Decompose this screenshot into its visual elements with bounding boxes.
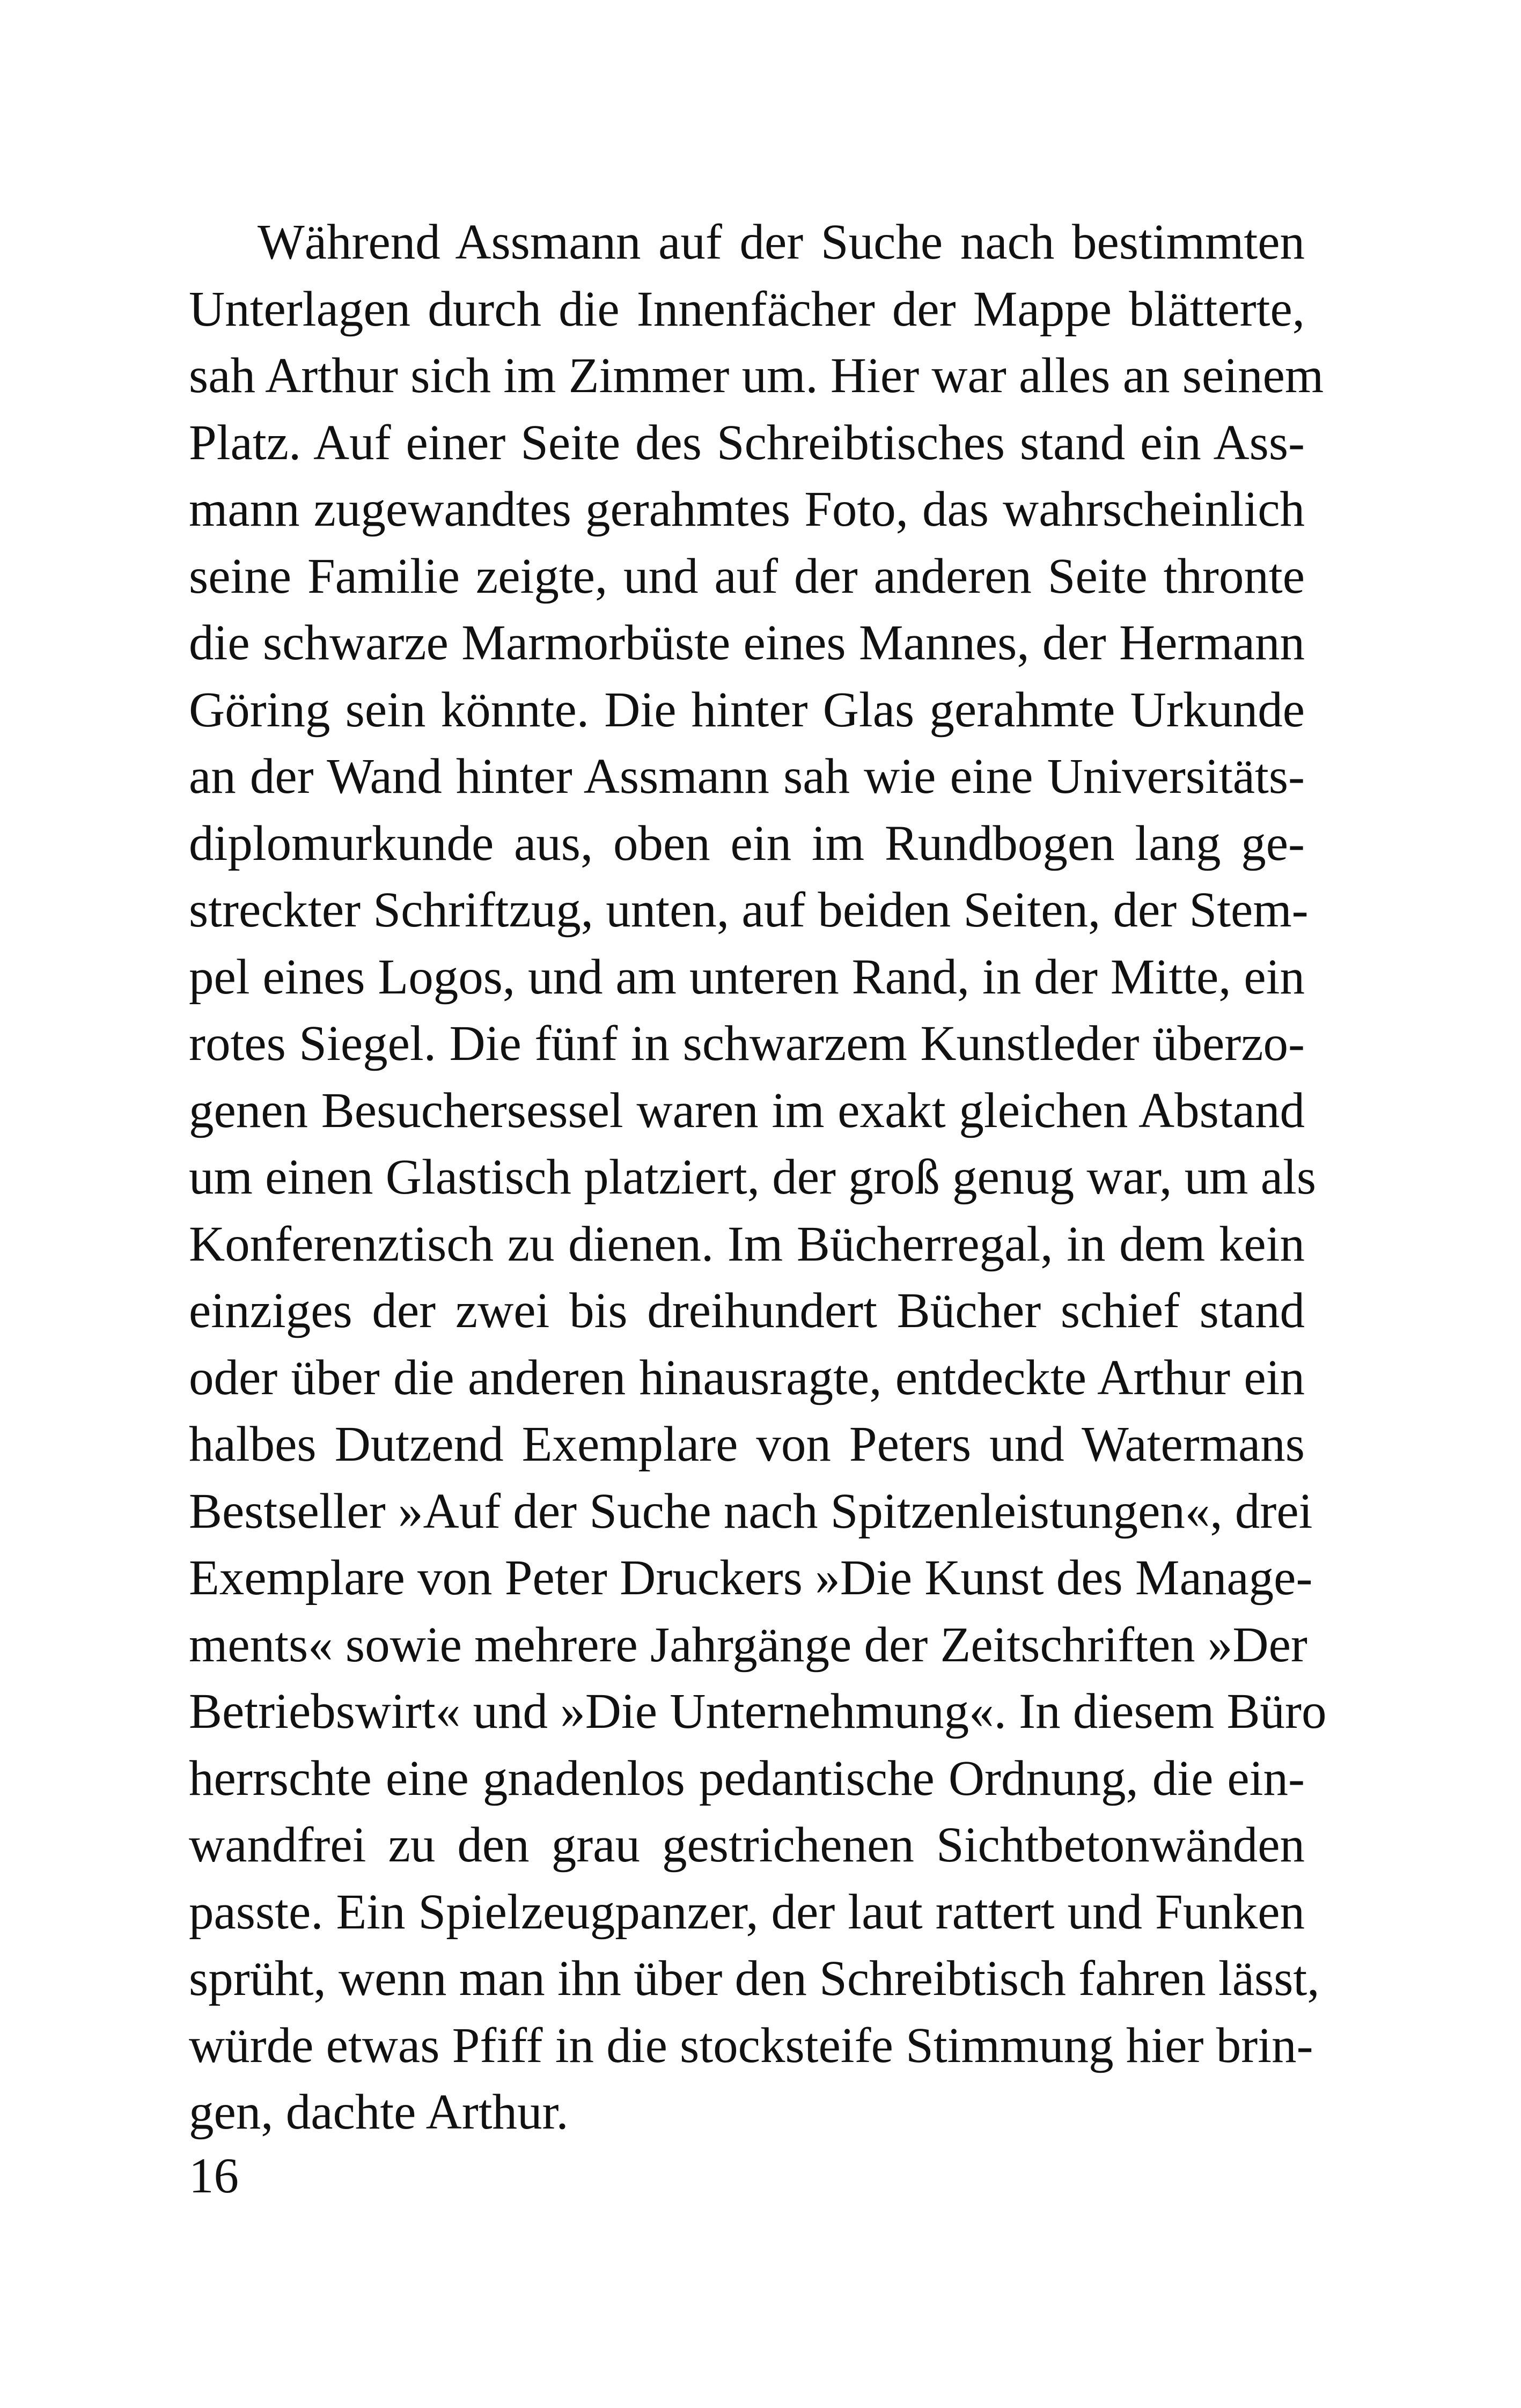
text-line: halbes Dutzend Exemplare von Peters und Watermans xyxy=(189,1417,1305,1472)
text-line: diplomurkunde aus, oben ein im Rundbogen lang ge- xyxy=(189,815,1305,871)
text-line: an der Wand hinter Assmann sah wie eine Universitäts- xyxy=(189,749,1305,804)
text-line: Bestseller »Auf der Suche nach Spitzenleistungen«, drei xyxy=(189,1483,1313,1539)
text-line: Platz. Auf einer Seite des Schreibtisches stand ein Ass- xyxy=(189,415,1305,470)
text-line: Betriebswirt« und »Die Unternehmung«. In diesem Büro xyxy=(189,1684,1327,1739)
text-line: Während Assmann auf der Suche nach bestimmten xyxy=(258,215,1305,270)
text-line: um einen Glastisch platziert, der groß genug war, um als xyxy=(189,1150,1317,1205)
text-line: Unterlagen durch die Innenfächer der Mappe blätterte, xyxy=(189,281,1305,337)
page-number: 16 xyxy=(189,2148,239,2204)
text-line: gen, dachte Arthur. xyxy=(189,2085,569,2140)
text-line: sprüht, wenn man ihn über den Schreibtisch fahren lässt, xyxy=(189,1951,1320,2006)
text-line: würde etwas Pfiff in die stocksteife Stimmung hier brin- xyxy=(189,2017,1313,2073)
text-line: passte. Ein Spielzeugpanzer, der laut rattert und Funken xyxy=(189,1884,1305,1940)
text-line: rotes Siegel. Die fünf in schwarzem Kunstleder überzo- xyxy=(189,1016,1305,1071)
text-line: pel eines Logos, und am unteren Rand, in der Mitte, ein xyxy=(189,949,1305,1005)
body-text xyxy=(189,209,1327,2146)
text-line: mann zugewandtes gerahmtes Foto, das wahrscheinlich xyxy=(189,482,1305,537)
text-line: Exemplare von Peter Druckers »Die Kunst des Manage- xyxy=(189,1550,1313,1606)
text-line: Konferenztisch zu dienen. Im Bücherregal, in dem kein xyxy=(189,1216,1305,1272)
text-line: ments« sowie mehrere Jahrgänge der Zeitschriften »Der xyxy=(189,1617,1307,1673)
text-line: wandfrei zu den grau gestrichenen Sichtbetonwänden xyxy=(189,1817,1305,1873)
text-line: genen Besuchersessel waren im exakt gleichen Abstand xyxy=(189,1083,1305,1138)
text-line: die schwarze Marmorbüste eines Mannes, der Hermann xyxy=(189,615,1305,671)
text-line: oder über die anderen hinausragte, entdeckte Arthur ein xyxy=(189,1350,1305,1405)
text-line: seine Familie zeigte, und auf der anderen Seite thronte xyxy=(189,548,1305,604)
text-line: einziges der zwei bis dreihundert Bücher schief stand xyxy=(189,1283,1305,1338)
text-line: herrschte eine gnadenlos pedantische Ordnung, die ein- xyxy=(189,1750,1305,1806)
text-line: sah Arthur sich im Zimmer um. Hier war alles an seinem xyxy=(189,348,1324,403)
text-line: streckter Schriftzug, unten, auf beiden Seiten, der Stem- xyxy=(189,882,1309,938)
text-line: Göring sein könnte. Die hinter Glas gerahmte Urkunde xyxy=(189,682,1305,738)
